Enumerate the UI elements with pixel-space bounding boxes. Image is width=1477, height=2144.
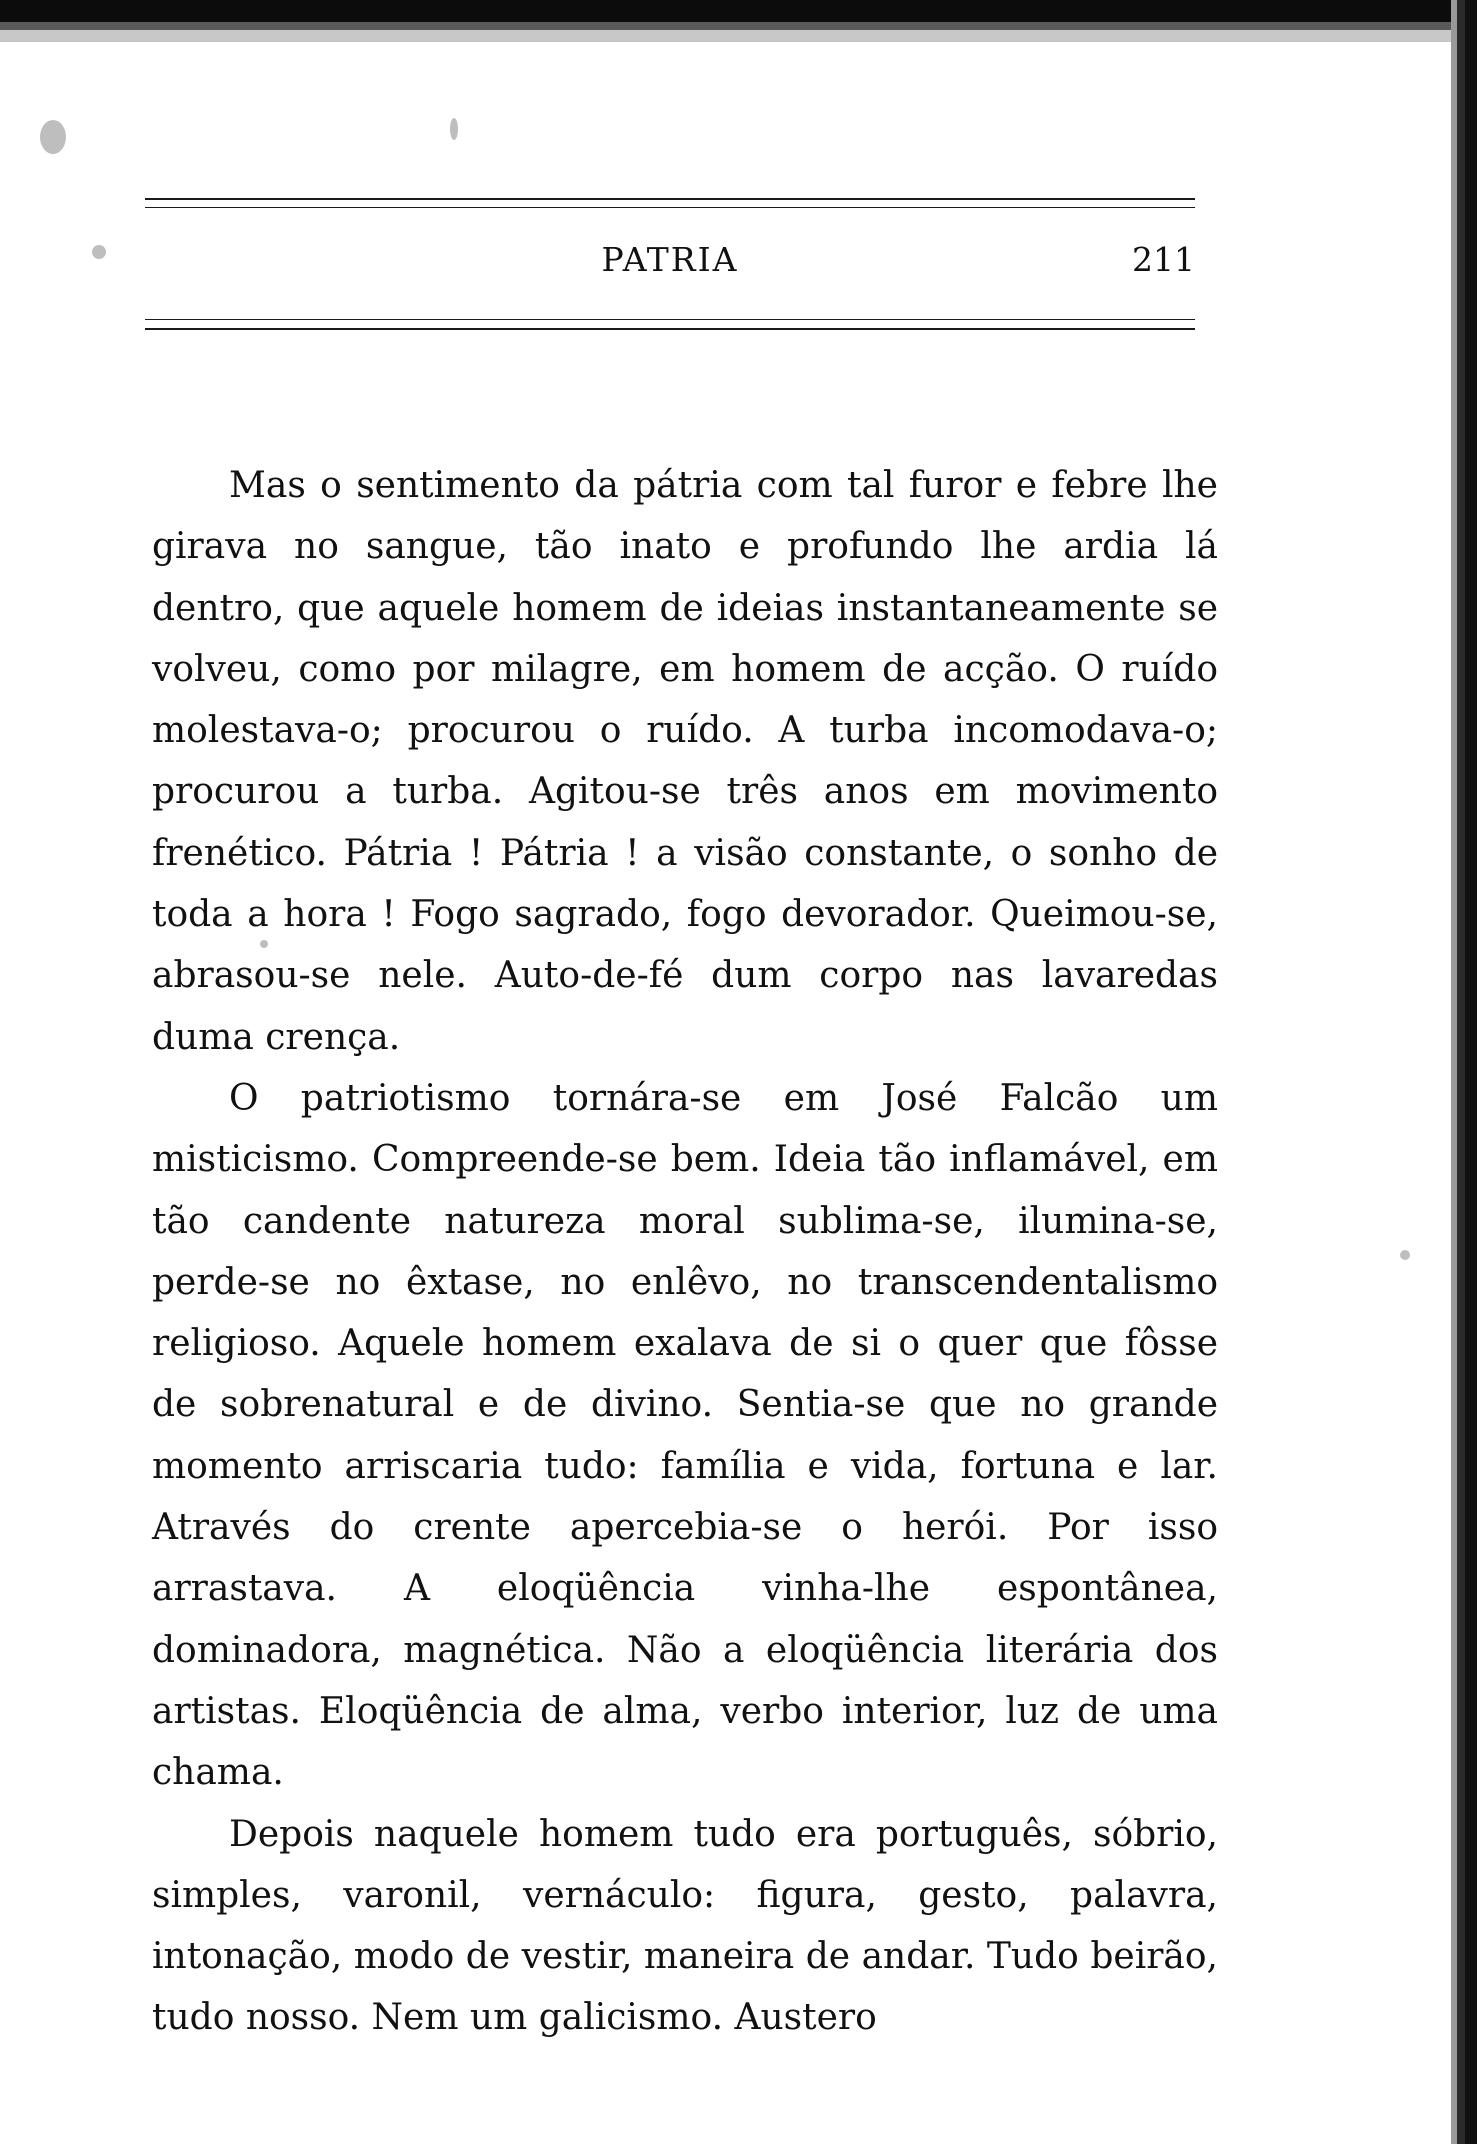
body-text [152,455,1218,2049]
running-head [145,198,1195,332]
bottom-double-rule [145,328,1195,330]
scan-noise [450,118,458,140]
top-double-rule [145,198,1195,200]
page-number: 211 [1132,240,1195,279]
scan-right-border [1451,0,1477,2144]
paragraph: Mas o sentimento da pátria com tal furor e febre lhe girava no sangue, tão inato e profundo lhe ardia lá dentro, que aquele homem de ideias instantaneamente se volveu, como por milagre, em homem de acção. O ruído molestava-o; procurou o ruído. A turba incomodava-o; procurou a turba. Agitou-se três anos em movimento frenético. Pátria ! Pátria ! a visão constante, o sonho de toda a hora ! Fogo sagrado, fogo devorador. Queimou-se, abrasou-se nele. Auto-de-fé dum corpo nas lavaredas duma crença. [152,465,1218,1058]
scan-noise [1400,1250,1410,1260]
scan-noise [92,245,106,259]
scan-noise [40,120,66,154]
top-double-rule [145,207,1195,208]
paragraph: O patriotismo tornára-se em José Falcão um misticismo. Compreende-se bem. Ideia tão inflamável, em tão candente natureza moral sublima-se, ilumina-se, perde-se no êxtase, no enlêvo, no transcendentalismo religioso. Aquele homem exalava de si o quer que fôsse de sobrenatural e de divino. Sentia-se que no grande momento arriscaria tudo: família e vida, fortuna e lar. Através do crente apercebia-se o herói. Por isso arrastava. A eloqüência vinha-lhe espontânea, dominadora, magnética. Não a eloqüência literária dos artistas. Eloqüência de alma, verbo interior, luz de uma chama. [152,1077,1218,1794]
paragraph: Depois naquele homem tudo era português, sóbrio, simples, varonil, vernáculo: figura, gesto, palavra, intonação, modo de vestir, maneira de andar. Tudo beirão, tudo nosso. Nem um galicismo. Austero [152,1813,1218,2039]
bottom-double-rule [145,319,1195,320]
page-title: PATRIA [601,240,739,279]
scan-top-border [0,0,1477,42]
